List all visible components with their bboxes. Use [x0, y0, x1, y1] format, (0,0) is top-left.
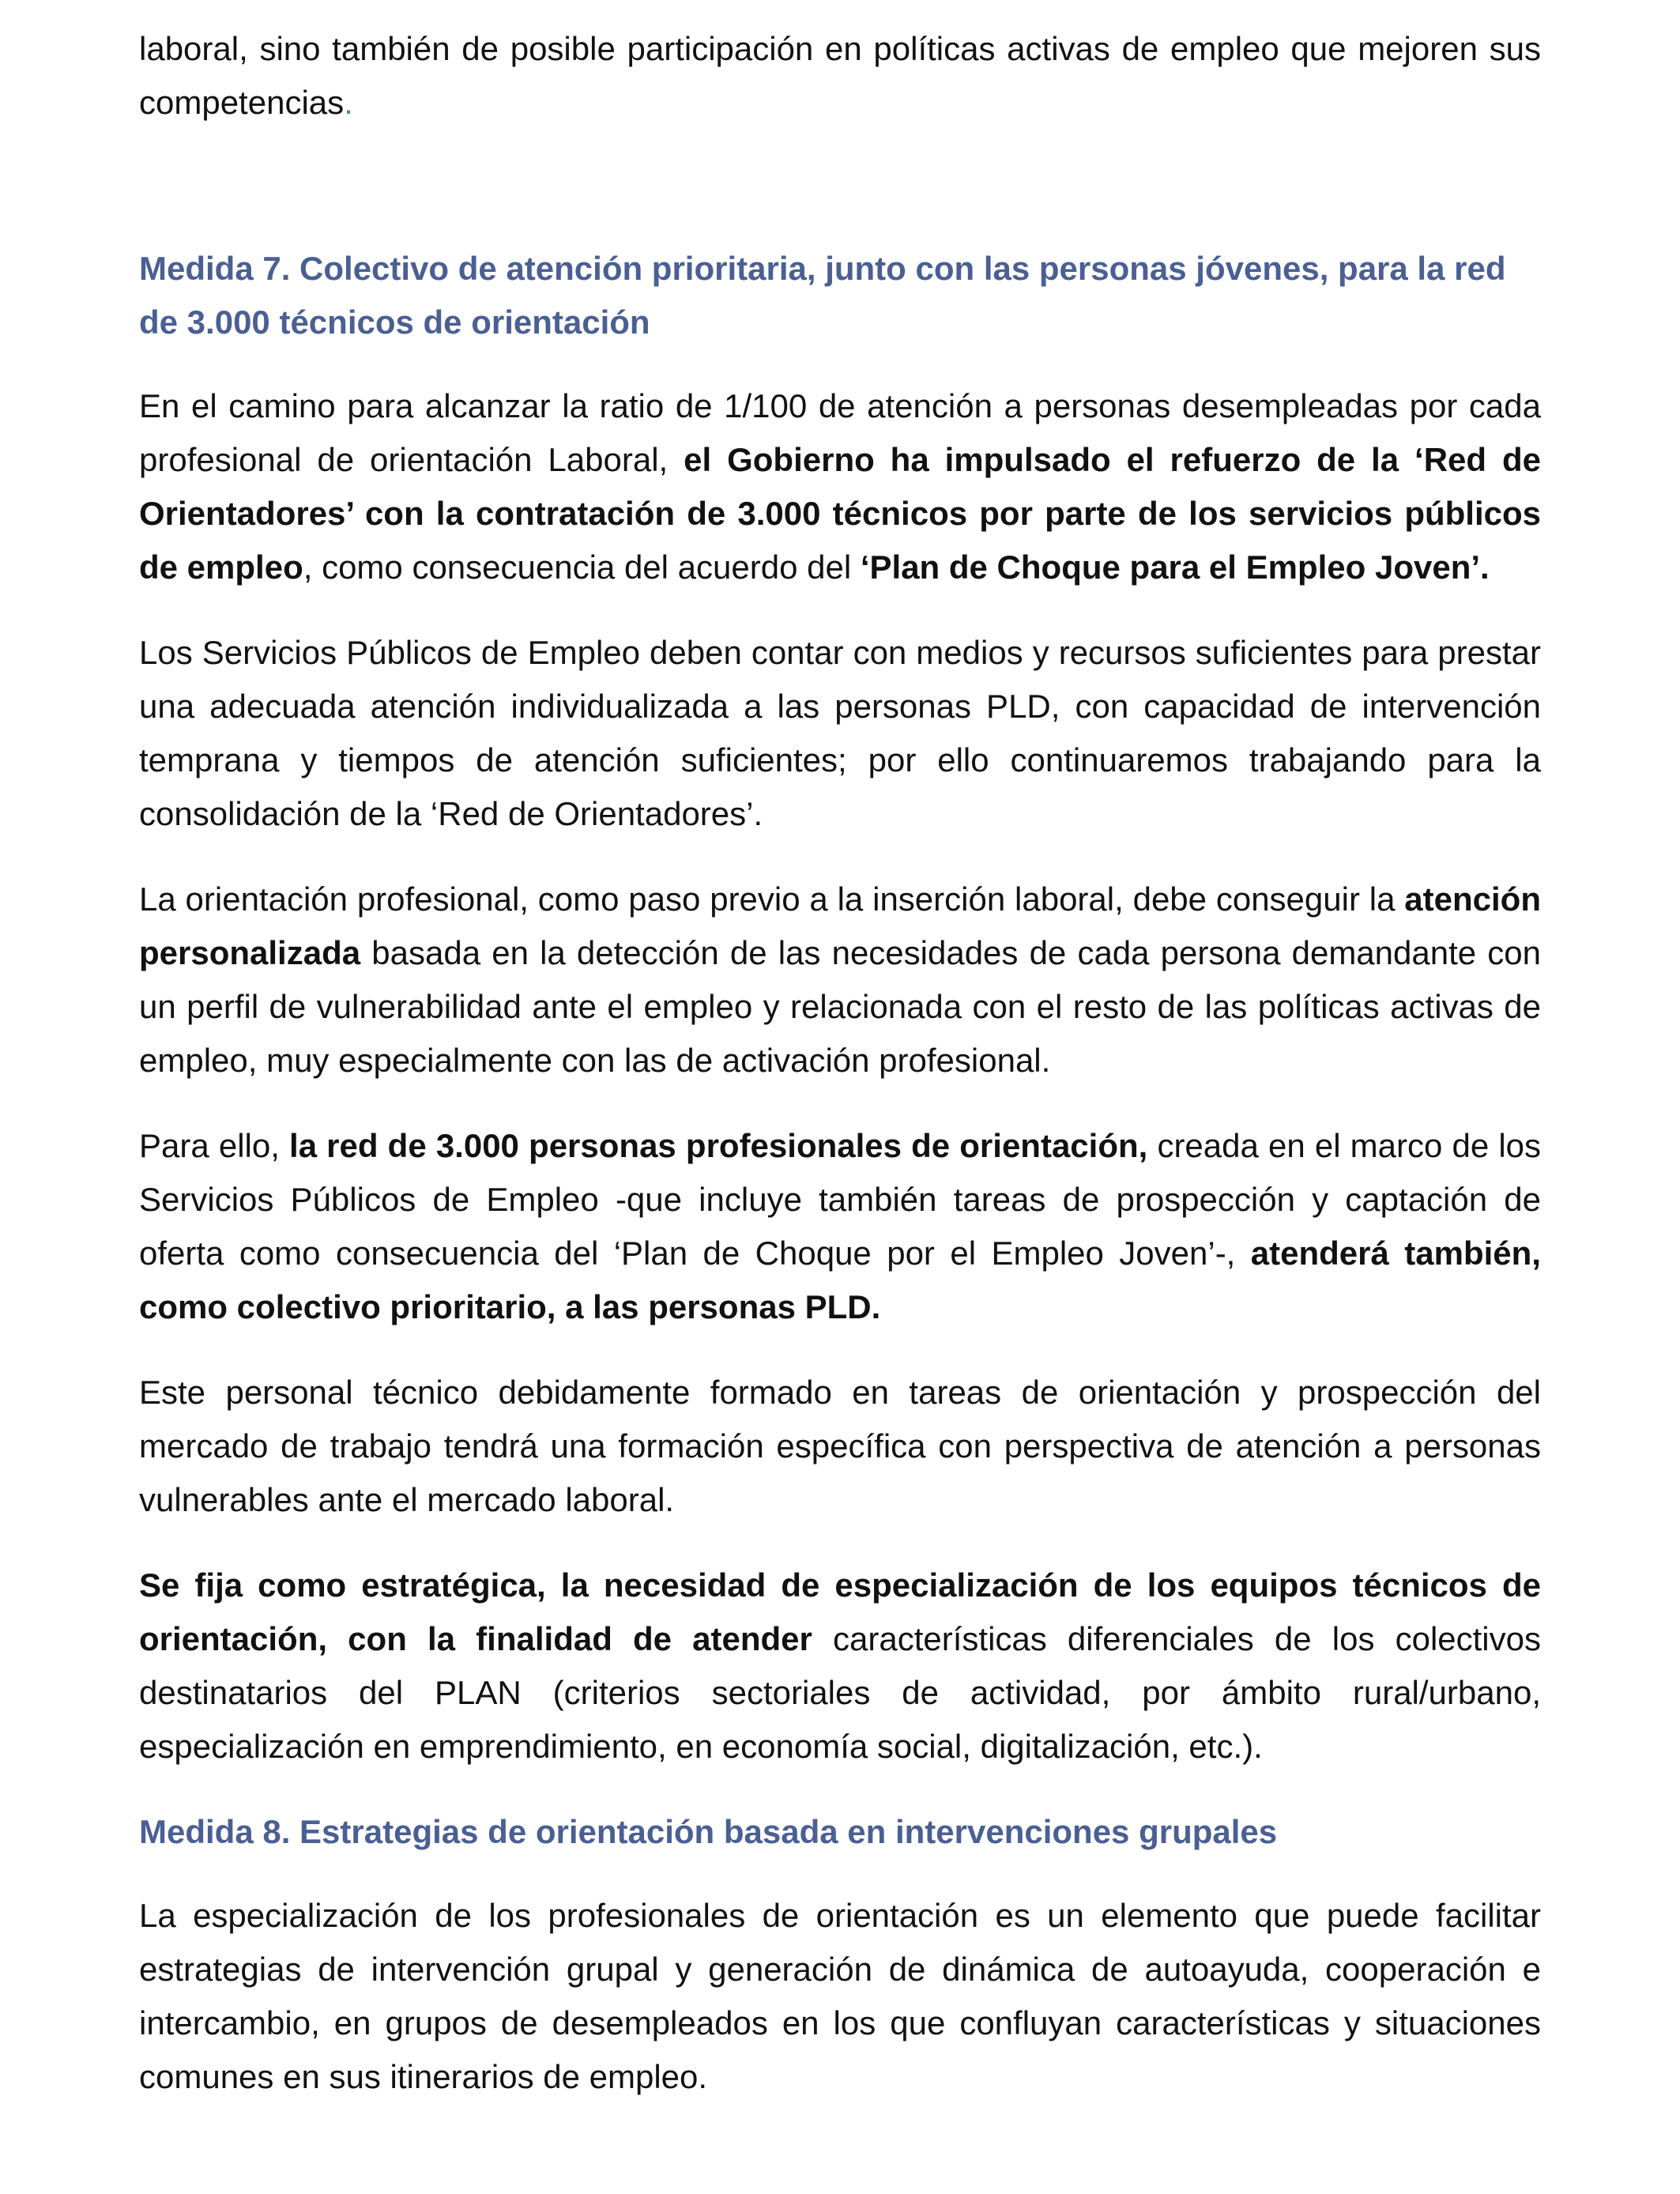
document-page	[139, 22, 1541, 2136]
bold-run: la red de 3.000 personas profesionales de orientación,	[289, 1127, 1148, 1164]
medida-8-paragraph-1: La especialización de los profesionales de orientación es un elemento que puede facilitar estrategias de intervención grupal y generación de dinámica de autoayuda, cooperación e intercambio, en grupos de desempleados en los que confluyan características y situaciones comunes en sus itinerarios de empleo.	[139, 1897, 1541, 2095]
medida-7-paragraph-2: Los Servicios Públicos de Empleo deben contar con medios y recursos suficientes para prestar una adecuada atención individualizada a las personas PLD, con capacidad de intervención temprana y tiempos de atención suficientes; por ello continuaremos trabajando para la consolidación de la ‘Red de Orientadores’.	[139, 634, 1541, 832]
bold-run: atención personalizada	[139, 880, 1541, 971]
text-run: La orientación profesional, como paso previo a la inserción laboral, debe conseguir la	[139, 880, 1405, 918]
medida-7-paragraph-3	[139, 873, 1541, 1088]
text-run: , como consecuencia del acuerdo del	[303, 548, 861, 586]
intro-paragraph	[139, 22, 1541, 130]
medida-8-heading: Medida 8. Estrategias de orientación basada en intervenciones grupales	[139, 1813, 1278, 1850]
medida-7-paragraph-6	[139, 1559, 1541, 1774]
medida-7-paragraph-4	[139, 1119, 1541, 1334]
bold-run: el Gobierno ha impulsado el refuerzo de la ‘Red de Orientadores’ con la contratación de 3.000 técnicos por parte de los servicios públicos de empleo	[139, 441, 1541, 586]
intro-dot: .	[344, 84, 353, 121]
medida-7-paragraph-1	[139, 379, 1541, 594]
text-run: Para ello,	[139, 1127, 290, 1164]
text-run: creada en el marco de los Servicios Públicos de Empleo -que incluye también tareas de prospección y captación de oferta como consecuencia del ‘Plan de Choque por el Empleo Joven’-,	[139, 1127, 1542, 1272]
medida-7-paragraph-5: Este personal técnico debidamente formado en tareas de orientación y prospección del mercado de trabajo tendrá una formación específica con perspectiva de atención a personas vulnerables ante el mercado laboral.	[139, 1374, 1541, 1518]
intro-text: laboral, sino también de posible participación en políticas activas de empleo que mejoren sus competencias	[139, 30, 1541, 121]
text-run: características diferenciales de los colectivos destinatarios del PLAN (criterios sectoriales de actividad, por ámbito rural/urbano, especialización en emprendimiento, en economía social, digitalización, etc.).	[139, 1620, 1541, 1765]
bold-run: Se fija como estratégica, la necesidad de especialización de los equipos técnicos de orientación, con la finalidad de atender	[139, 1566, 1541, 1657]
bold-run: atenderá también, como colectivo prioritario, a las personas PLD.	[139, 1235, 1541, 1325]
bold-run: ‘Plan de Choque para el Empleo Joven’.	[860, 548, 1490, 586]
text-run: En el camino para alcanzar la ratio de 1/100 de atención a personas desempleadas por cada profesional de orientación Laboral,	[139, 387, 1541, 478]
text-run: basada en la detección de las necesidades de cada persona demandante con un perfil de vulnerabilidad ante el empleo y relacionada con el resto de las políticas activas de empleo, muy especialmente con las de activación profesional.	[139, 934, 1541, 1079]
medida-7-heading: Medida 7. Colectivo de atención prioritaria, junto con las personas jóvenes, para la red de 3.000 técnicos de orientación	[139, 250, 1506, 341]
